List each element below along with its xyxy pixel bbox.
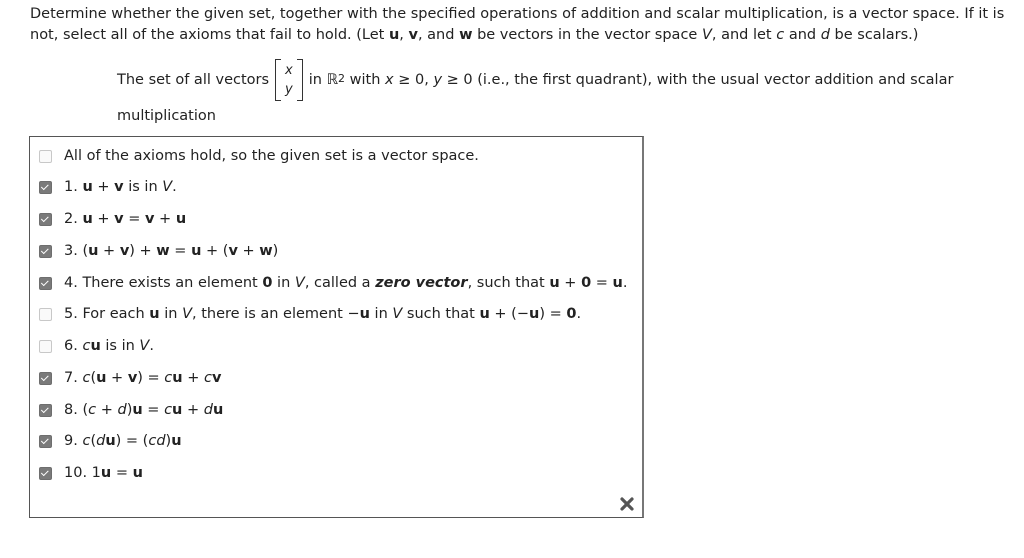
option-label: 7. c(u + v) = cu + cv <box>64 370 222 386</box>
real-space-symbol: ℝ <box>326 72 339 88</box>
in-label: in <box>308 72 322 88</box>
checkbox-checked[interactable] <box>39 435 52 448</box>
cond-y-rest: ≥ 0 (i.e., the first quadrant), with the usual vector addition and scalar <box>442 72 954 88</box>
option-label: 1. u + v is in V. <box>64 179 177 195</box>
right-bracket <box>297 59 303 101</box>
option-label: 9. c(du) = (cd)u <box>64 433 182 449</box>
checkbox-unchecked[interactable] <box>39 340 52 353</box>
cond-y: y <box>433 72 443 88</box>
cond-x: x <box>385 72 394 88</box>
checkbox-checked[interactable] <box>39 404 52 417</box>
checkbox-checked[interactable] <box>39 181 52 194</box>
prompt-text: and <box>784 27 821 43</box>
matrix-x: x <box>285 63 293 78</box>
option-all-hold[interactable] <box>39 145 479 167</box>
cond-x-rest: ≥ 0, <box>393 72 434 88</box>
option-axiom-8[interactable] <box>39 399 223 421</box>
option-axiom-2[interactable] <box>39 208 186 230</box>
with-label: with <box>349 72 381 88</box>
prompt-text: , and let <box>711 27 777 43</box>
space-V: V <box>701 27 712 43</box>
checkbox-checked[interactable] <box>39 372 52 385</box>
option-label: 4. There exists an element 0 in V, called a zero vector, such that u + 0 = u. <box>64 275 628 291</box>
option-axiom-9[interactable] <box>39 430 182 452</box>
set-prefix: The set of all vectors <box>117 72 270 88</box>
scalar-c: c <box>776 27 785 43</box>
prompt-text: , and <box>417 27 460 43</box>
option-axiom-6[interactable] <box>39 335 154 357</box>
vector-u: u <box>388 27 400 43</box>
checkbox-unchecked[interactable] <box>39 150 52 163</box>
option-axiom-1[interactable] <box>39 176 177 198</box>
option-axiom-3[interactable] <box>39 240 278 262</box>
space-exponent: 2 <box>338 71 346 85</box>
option-axiom-4[interactable] <box>39 272 627 294</box>
checkbox-unchecked[interactable] <box>39 308 52 321</box>
scalar-d: d <box>820 27 830 43</box>
prompt-text: be vectors in the vector space <box>472 27 702 43</box>
checkbox-checked[interactable] <box>39 245 52 258</box>
checkbox-checked[interactable] <box>39 467 52 480</box>
vector-w: w <box>459 27 473 43</box>
option-label: 8. (c + d)u = cu + du <box>64 402 224 418</box>
option-label: 5. For each u in V, there is an element −u in V such that u + (−u) = 0. <box>64 306 582 322</box>
matrix-values <box>281 61 297 99</box>
prompt-text: be scalars.) <box>829 27 919 43</box>
option-label: 10. 1u = u <box>64 465 143 481</box>
set-description-line-2: multiplication <box>117 108 216 124</box>
incorrect-x-icon <box>619 496 635 512</box>
vector-v: v <box>408 27 418 43</box>
option-axiom-5[interactable] <box>39 303 581 325</box>
prompt-line-1: Determine whether the given set, together with the specified operations of addition and scalar multiplication, is a vector space. If it is <box>30 6 1005 22</box>
checkbox-checked[interactable] <box>39 213 52 226</box>
option-axiom-10[interactable] <box>39 462 143 484</box>
column-vector-xy <box>275 59 303 101</box>
answer-options-box <box>29 136 644 518</box>
set-description <box>117 58 997 126</box>
option-label: All of the axioms hold, so the given set is a vector space. <box>64 148 479 164</box>
prompt-line-2 <box>30 25 1020 46</box>
checkbox-checked[interactable] <box>39 277 52 290</box>
prompt-text: , <box>399 27 409 43</box>
matrix-y: y <box>285 82 293 97</box>
option-label: 3. (u + v) + w = u + (v + w) <box>64 243 279 259</box>
set-description-line-1 <box>117 58 997 102</box>
option-label: 6. cu is in V. <box>64 338 154 354</box>
option-axiom-7[interactable] <box>39 367 221 389</box>
option-label: 2. u + v = v + u <box>64 211 187 227</box>
prompt-text: not, select all of the axioms that fail to hold. (Let <box>30 27 389 43</box>
question-prompt <box>30 4 1020 46</box>
